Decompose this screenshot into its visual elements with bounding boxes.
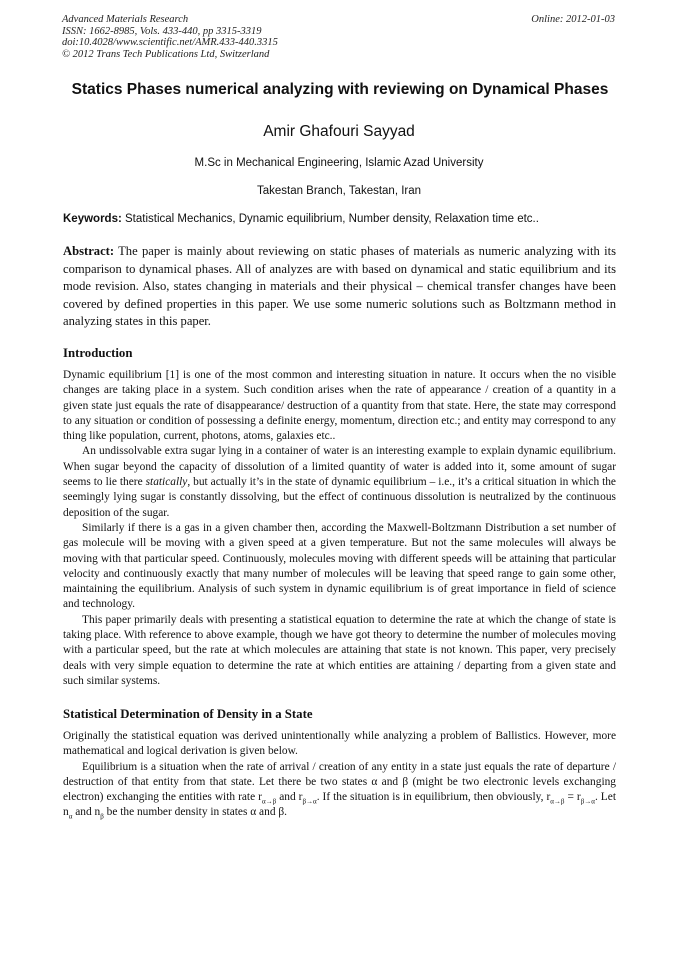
keywords-label: Keywords: [63,213,122,225]
journal-name: Advanced Materials Research [62,14,189,25]
section-2-paragraph-2 [63,760,616,821]
s2-text-c: . Let n [63,791,616,819]
s2-text-and: and r [276,791,303,804]
intro-paragraph-4: This paper primarily deals with presenting a statistical equation to determine the rate at which the change of state is taking place. With reference to above example, though we have got theory to determine the number of molecules moving with a particular speed, but the rate at which molecules are attaining that state is not known. This paper, very precisely deals with very simple equation to determine the rate at which entities are attaining / departing from a given state and such similar systems. [63,613,616,687]
issn-line: ISSN: 1662-8985, Vols. 433-440, pp 3315-3319 [62,25,262,37]
density-subscript-alpha: α [68,812,73,821]
affiliation-line-1: M.Sc in Mechanical Engineering, Islamic Azad University [194,157,484,169]
section-2-heading: Statistical Determination of Density in a State [63,707,313,721]
introduction-heading: Introduction [63,346,133,360]
intro-p2-emphasis: statically [145,476,188,489]
intro-p2-end: , but actually it’s in the state of dynamic equilibrium – i.e., it’s a critical situation in which the seemingly lying sugar is constantly dissolving, but the effect of continuous dissolution is neutralized by the continuous deposition of the sugar. [63,476,616,519]
rate-subscript-beta-alpha: β→α [302,797,317,806]
s2-text-a: Equilibrium is a situation when the rate of arrival / creation of any entity in a state just equals the rate of departure / destruction of that entity from that state. Let there be two states α and β (might be two electronic levels exchanging electron) exchanging the entities with rate r [63,760,616,804]
intro-paragraph-3: Similarly if there is a gas in a given chamber then, according the Maxwell-Boltzmann Distribution a set number of gas molecule will be moving with a given speed at a given temperature. But not the same molecules will always be moving with that particular speed. Continuously, molecules moving with different speeds will be attaining that particular velocity and continuously exactly that many number of molecules will be leaving that speed range to gain some other, maintaining the equilibrium. Analysis of such system in dynamic equilibrium is of great importance in field of science and technology. [63,521,616,611]
rate-subscript-beta-alpha: β→α [580,797,595,806]
abstract-text: The paper is mainly about reviewing on static phases of materials as numeric analyzing with its comparison to dynamical phases. All of analyzes are with based on dynamical and static equilibrium and its mode revision. Also, states changing in materials and their physical – chemical transfer changes have been covered by defined properties in this paper. We use some numeric solutions such as Boltzmann method in analyzing states in this paper. [63,244,616,329]
rate-subscript-alpha-beta: α→β [261,797,277,806]
abstract-label: Abstract: [63,244,115,258]
keywords [63,213,619,225]
s2-text-eq: = r [564,791,581,804]
s2-text-e: be the number density in states α and β. [103,806,287,819]
rate-subscript-alpha-beta: α→β [550,797,565,806]
paper-title: Statics Phases numerical analyzing with reviewing on Dynamical Phases [71,81,609,98]
keywords-text: Statistical Mechanics, Dynamic equilibrium, Number density, Relaxation time etc.. [121,213,539,225]
s2-text-d: and n [72,806,101,819]
abstract [63,243,616,331]
copyright-line: © 2012 Trans Tech Publications Ltd, Switzerland [62,48,270,60]
affiliation-line-2: Takestan Branch, Takestan, Iran [256,185,422,197]
journal-header [62,14,615,60]
density-subscript-beta: β [100,812,104,821]
s2-text-b: . If the situation is in equilibrium, then obviously, r [316,791,551,804]
intro-paragraph-2 [63,444,616,520]
author-name: Amir Ghafouri Sayyad [263,123,415,140]
section-2-paragraph-1: Originally the statistical equation was derived unintentionally while analyzing a problem of Ballistics. However, more mathematical and logical derivation is given below. [63,730,616,758]
section-2-body [63,729,616,821]
intro-p2-start: An undissolvable extra sugar lying in a container of water is an interesting example to explain dynamic equilibrium. When sugar beyond the capacity of dissolution of a limited quantity of water is added into it, some amount of sugar seems to lie there [63,445,616,489]
online-date: Online: 2012-01-03 [531,14,615,25]
intro-paragraph-1: Dynamic equilibrium [1] is one of the most common and interesting situation in nature. It occurs when the no visible changes are taking place in a system. Such condition arises when the rate of appearance / creation of a quantity in a given state just equals the rate of disappearance/ destruction of a quantity from that state. Here, the state may correspond to any situation or condition of possessing a definite energy, momentum, direction etc.; and entity may correspond to any thing like population, current, photons, atoms, galaxies etc.. [63,369,616,443]
doi-line: doi:10.4028/www.scientific.net/AMR.433-440.3315 [62,37,278,48]
introduction-body [63,368,616,689]
